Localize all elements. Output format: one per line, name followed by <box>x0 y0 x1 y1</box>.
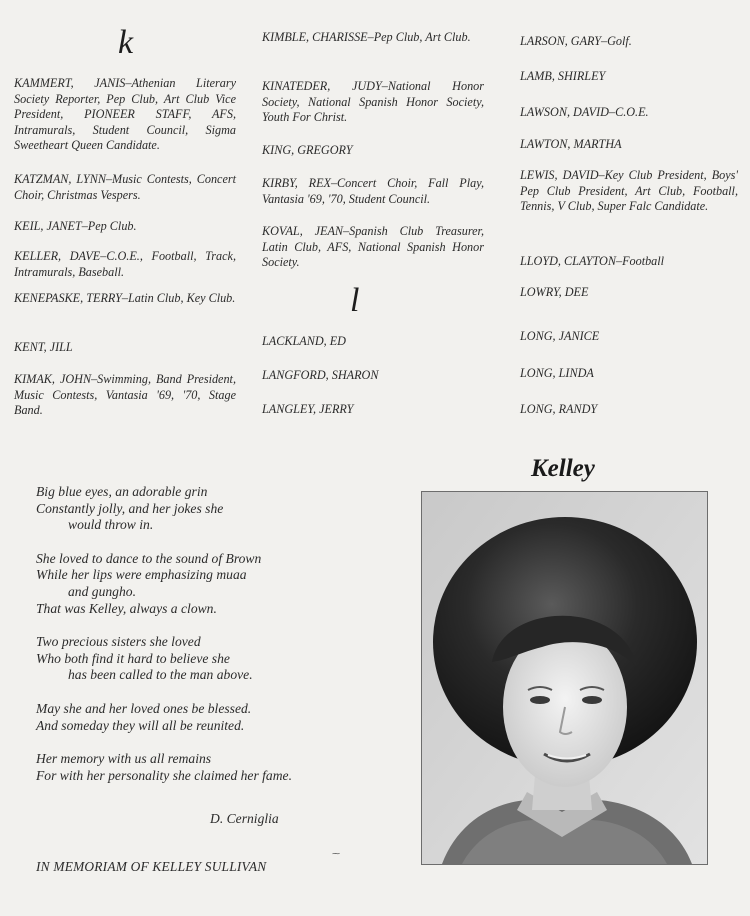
poem-line: May she and her loved ones be blessed. <box>36 700 252 716</box>
entry-lawson: LAWSON, DAVID–C.O.E. <box>520 105 649 119</box>
poem-stanza <box>36 634 366 684</box>
portrait-photo <box>421 491 708 865</box>
poem-line: Two precious sisters she loved <box>36 634 201 650</box>
entry-kinateder: KINATEDER, JUDY–National Honor Society, National Spanish Honor Society, Youth For Christ. <box>262 79 484 125</box>
poem-line: Who both find it hard to believe she <box>36 650 230 666</box>
portrait-illustration <box>422 492 707 864</box>
poem-line: For with her personality she claimed her fame. <box>36 767 292 783</box>
poem-stanza <box>36 701 366 734</box>
entry-lawton: LAWTON, MARTHA <box>520 137 622 151</box>
entry-koval: KOVAL, JEAN–Spanish Club Treasurer, Latin Club, AFS, National Spanish Honor Society. <box>262 224 484 270</box>
entry-kammert: KAMMERT, JANIS–Athenian Literary Society Reporter, Pep Club, Art Club Vice President, PIONEER STAFF, AFS, Intramurals, Student Council, Sigma Sweetheart Queen Candidate. <box>14 76 236 153</box>
entry-keller: KELLER, DAVE–C.O.E., Football, Track, Intramurals, Baseball. <box>14 249 236 279</box>
entry-king: KING, GREGORY <box>262 143 353 157</box>
poem-line: has been called to the man above. <box>68 667 253 683</box>
poem-line: And someday they will all be reunited. <box>36 717 245 733</box>
poem-line: and gungho. <box>68 583 136 599</box>
poem-line: Big blue eyes, an adorable grin <box>36 484 208 499</box>
entry-kirby: KIRBY, REX–Concert Choir, Fall Play, Vantasia '69, '70, Student Council. <box>262 176 484 206</box>
poem-line: That was Kelley, always a clown. <box>36 600 217 616</box>
poem-line: would throw in. <box>68 517 154 533</box>
poem-line: She loved to dance to the sound of Brown <box>36 550 262 566</box>
entry-langford: LANGFORD, SHARON <box>262 368 379 382</box>
section-letter-l: l <box>350 282 360 319</box>
entry-long-janice: LONG, JANICE <box>520 329 600 343</box>
entry-long-linda: LONG, LINDA <box>520 366 594 380</box>
print-smudge: ⁓ <box>332 849 340 858</box>
entry-lewis: LEWIS, DAVID–Key Club President, Boys' Pep Club President, Art Club, Football, Tennis, V Club, Super Falc Candidate. <box>520 168 738 214</box>
poem-stanza <box>36 751 366 784</box>
entry-kimble: KIMBLE, CHARISSE–Pep Club, Art Club. <box>262 30 471 44</box>
poem-stanza <box>36 551 366 617</box>
entry-kent: KENT, JILL <box>14 340 73 354</box>
entry-kenepaske: KENEPASKE, TERRY–Latin Club, Key Club. <box>14 291 236 305</box>
entry-long-randy: LONG, RANDY <box>520 402 598 416</box>
entry-lackland: LACKLAND, ED <box>262 334 346 348</box>
poem-line: Her memory with us all remains <box>36 751 212 767</box>
memorial-dedication: IN MEMORIAM OF KELLEY SULLIVAN <box>36 859 267 874</box>
poem-line: While her lips were emphasizing muaa <box>36 567 247 583</box>
entry-lloyd: LLOYD, CLAYTON–Football <box>520 254 665 268</box>
section-letter-k: k <box>118 24 134 61</box>
poem-line: Constantly jolly, and her jokes she <box>36 500 224 516</box>
entry-langley: LANGLEY, JERRY <box>262 402 354 416</box>
entry-kimak: KIMAK, JOHN–Swimming, Band President, Music Contests, Vantasia '69, '70, Stage Band. <box>14 372 236 418</box>
entry-lowry: LOWRY, DEE <box>520 285 589 299</box>
photo-title: Kelley <box>531 455 595 482</box>
poem-author: D. Cerniglia <box>210 811 279 826</box>
poem-stanza <box>36 484 366 534</box>
entry-lamb: LAMB, SHIRLEY <box>520 69 606 83</box>
entry-larson: LARSON, GARY–Golf. <box>520 34 632 48</box>
entry-keil: KEIL, JANET–Pep Club. <box>14 219 137 233</box>
memorial-poem <box>36 484 366 801</box>
entry-katzman: KATZMAN, LYNN–Music Contests, Concert Choir, Christmas Vespers. <box>14 172 236 202</box>
